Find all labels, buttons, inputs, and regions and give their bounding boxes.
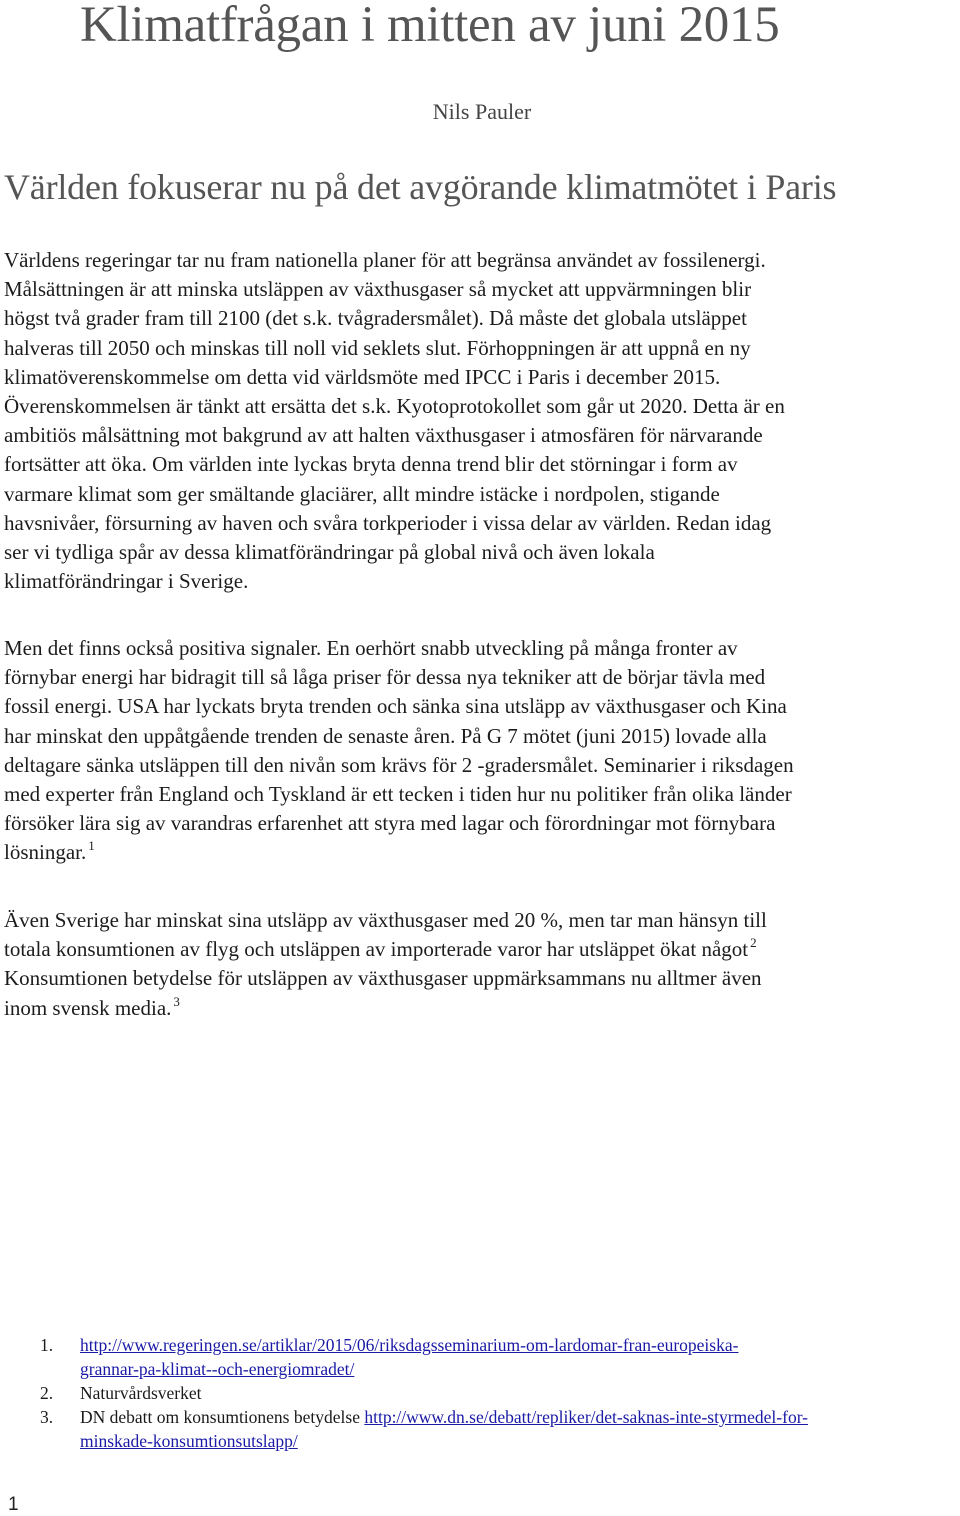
footnote-link[interactable]: minskade-konsumtionsutslapp/ — [80, 1431, 298, 1451]
footnote-item — [40, 1333, 960, 1381]
footnote-list — [40, 1333, 960, 1453]
section-heading: Världen fokuserar nu på det avgörande klimatmötet i Paris — [4, 167, 837, 207]
text-line — [4, 838, 960, 867]
text-line — [4, 964, 960, 993]
line-text: Även Sverige har minskat sina utsläpp av växthusgaser med 20 %, men tar man hänsyn till — [4, 908, 767, 932]
footnote-item — [40, 1405, 960, 1453]
line-text: fortsätter att öka. Om världen inte lyckas bryta denna trend blir det störningar i form av — [4, 452, 738, 477]
footnote-number: 1. — [40, 1335, 54, 1355]
footnote-number: 3. — [40, 1407, 54, 1427]
line-text: havsnivåer, försurning av haven och svåra torkperioder i vissa delar av världen. Redan idag — [4, 510, 772, 535]
text-line — [4, 334, 960, 363]
line-text: varmare klimat som ger smältande glaciärer, allt mindre istäcke i nordpolen, stigande — [4, 481, 720, 506]
line-text: försöker lära sig av varandras erfarenhet att styra med lagar och förordningar mot förnybara — [4, 811, 776, 836]
text-line — [4, 994, 960, 1023]
text-line — [4, 935, 960, 964]
text-line — [4, 634, 960, 663]
page-number: 1 — [8, 1494, 19, 1515]
paragraph-1 — [4, 246, 960, 596]
footnote-ref-2: 2 — [750, 935, 757, 951]
footnote-item — [40, 1381, 960, 1405]
line-text: klimatförändringar i Sverige. — [4, 569, 249, 594]
text-line — [4, 780, 960, 809]
line-text: Konsumtionen betydelse för utsläppen av växthusgaser uppmärksammans nu alltmer även — [4, 966, 762, 991]
text-line — [4, 692, 960, 721]
text-line — [4, 906, 960, 935]
footnote-ref-1: 1 — [88, 838, 95, 854]
footnote-body — [80, 1381, 960, 1405]
line-text: högst två grader fram till 2100 (det s.k. tvågradersmålet). Då måste det globala utsläppet — [4, 306, 747, 331]
footnote-number: 2. — [40, 1383, 54, 1403]
text-line — [4, 538, 960, 567]
text-line — [4, 450, 960, 479]
text-line — [4, 663, 960, 692]
footnote-text: Naturvårdsverket — [80, 1383, 202, 1403]
line-text: lösningar. — [4, 840, 87, 865]
text-line — [4, 809, 960, 838]
text-line — [4, 246, 960, 275]
footnote-body — [80, 1333, 960, 1381]
text-line — [4, 722, 960, 751]
line-text: har minskat den uppåtgående trenden de senaste åren. På G 7 mötet (juni 2015) lovade alla — [4, 723, 767, 748]
line-text: förnybar energi har bidragit till så låga priser för dessa nya tekniker att de börjar tävla med — [4, 665, 766, 690]
document-title: Klimatfrågan i mitten av juni 2015 — [80, 0, 780, 53]
line-text: ambitiös målsättning mot bakgrund av att halten växthusgaser i atmosfären för närvarande — [4, 423, 763, 448]
line-text: totala konsumtionen av flyg och utsläppen av importerade varor har utsläppet ökat något — [4, 937, 749, 962]
line-text: ser vi tydliga spår av dessa klimatförändringar på global nivå och även lokala — [4, 539, 655, 564]
paragraph-3 — [4, 906, 960, 1023]
line-text: Men det finns också positiva signaler. En oerhört snabb utveckling på många fronter av — [4, 636, 738, 660]
line-text: inom svensk media. — [4, 995, 172, 1020]
text-line — [4, 751, 960, 780]
text-line — [4, 275, 960, 304]
text-line — [4, 363, 960, 392]
footnote-body — [80, 1405, 960, 1453]
text-line — [4, 392, 960, 421]
author-name: Nils Pauler — [432, 99, 532, 124]
footnote-link[interactable]: grannar-pa-klimat--och-energiomradet/ — [80, 1359, 355, 1379]
text-line — [4, 509, 960, 538]
line-text: fossil energi. USA har lyckats bryta trenden och sänka sina utsläpp av växthusgaser och Kina — [4, 694, 787, 719]
line-text: Världens regeringar tar nu fram nationella planer för att begränsa användet av fossilenergi. — [4, 248, 766, 272]
footnote-link[interactable]: http://www.regeringen.se/artiklar/2015/06/riksdagsseminarium-om-lardomar-fran-europeiska- — [80, 1335, 739, 1355]
footnote-link[interactable]: http://www.dn.se/debatt/repliker/det-saknas-inte-styrmedel-for- — [364, 1407, 808, 1427]
footnote-ref-3: 3 — [173, 993, 180, 1009]
line-text: Överenskommelsen är tänkt att ersätta det s.k. Kyotoprotokollet som går ut 2020. Detta är en — [4, 393, 785, 418]
text-line — [4, 421, 960, 450]
line-text: med experter från England och Tyskland är ett tecken i tiden hur nu politiker från olika länder — [4, 781, 792, 806]
paragraph-2 — [4, 634, 960, 868]
text-line — [4, 304, 960, 333]
line-text: deltagare sänka utsläppen till den nivån som krävs för 2 -gradersmålet. Seminarier i riksdagen — [4, 752, 794, 777]
footnote-text: DN debatt om konsumtionens betydelse — [80, 1407, 365, 1427]
text-line — [4, 567, 960, 596]
line-text: klimatöverenskommelse om detta vid världsmöte med IPCC i Paris i december 2015. — [4, 364, 721, 389]
line-text: Målsättningen är att minska utsläppen av växthusgaser så mycket att uppvärmningen blir — [4, 277, 752, 302]
line-text: halveras till 2050 och minskas till noll vid seklets slut. Förhoppningen är att uppnå en ny — [4, 335, 751, 360]
text-line — [4, 480, 960, 509]
